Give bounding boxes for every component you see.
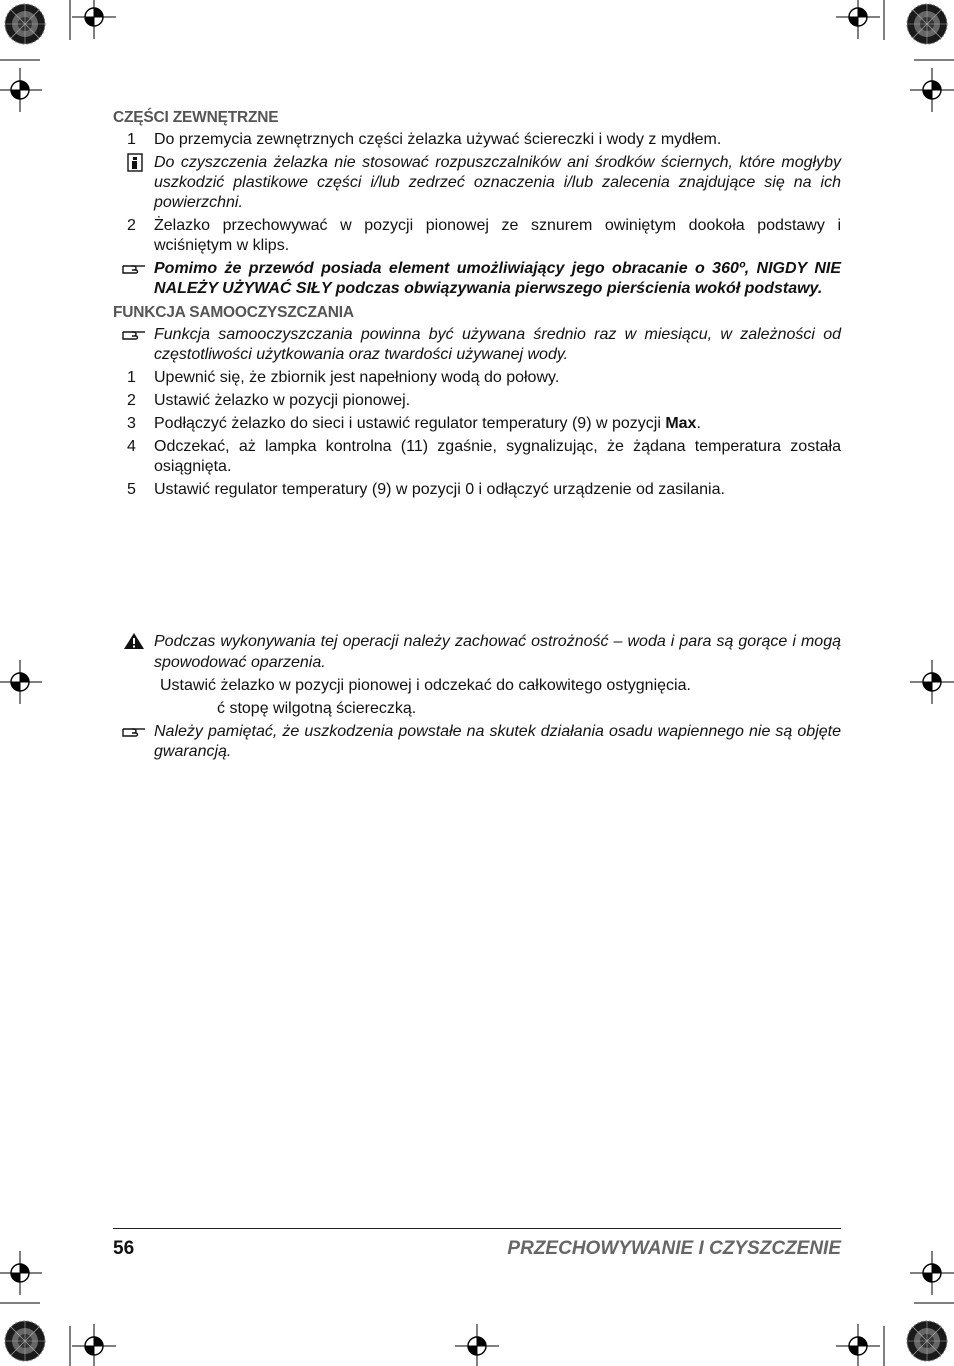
tip-note: [113, 325, 841, 365]
registration-mark-icon: [72, 0, 116, 39]
pointing-hand-icon: [120, 325, 148, 345]
important-note: [113, 259, 841, 299]
color-wheel-icon: [5, 4, 45, 44]
step-number: 1: [127, 369, 136, 386]
info-note-text: Do czyszczenia żelazka nie stosować rozpuszczalników ani środków ściernych, które mogłyby uszkodzić plastikowe części i/lub zedrzeć oznaczenia i/lub zalecenia znajdujące się na ich powierzchni.: [154, 154, 841, 211]
warning-note: [113, 631, 841, 673]
info-icon: [120, 153, 148, 173]
color-wheel-icon: [907, 4, 947, 44]
pointing-hand-icon: [120, 259, 148, 279]
blank-area: [113, 503, 841, 631]
registration-mark-icon: [0, 68, 42, 112]
section-heading-self-cleaning: FUNKCJA SAMOOCZYSZCZANIA: [113, 304, 354, 321]
step-item: [113, 437, 841, 477]
page-number: 56: [113, 1238, 135, 1259]
step-text: Upewnić się, że zbiornik jest napełniony wodą do połowy.: [154, 369, 560, 386]
registration-mark-icon: [72, 1324, 116, 1366]
instruction-line: [113, 699, 841, 719]
step-text-end: .: [696, 415, 701, 432]
warning-note-text: Podczas wykonywania tej operacji należy zachować ostrożność – woda i para są gorące i mogą spowodować oparzenia.: [154, 633, 841, 671]
instruction-text: ć stopę wilgotną ściereczką.: [217, 700, 417, 717]
step-text: Ustawić regulator temperatury (9) w pozycji 0 i odłączyć urządzenie od zasilania.: [154, 481, 725, 498]
color-wheel-icon: [907, 1321, 947, 1361]
warning-triangle-icon: [120, 631, 148, 651]
step-text: Podłączyć żelazko do sieci i ustawić regulator temperatury (9) w pozycji: [154, 415, 666, 432]
color-wheel-icon: [5, 1321, 45, 1361]
step-number: 4: [127, 438, 136, 455]
step-item: [113, 216, 841, 256]
step-item: [113, 368, 841, 388]
step-number: 5: [127, 481, 136, 498]
instruction-line: [113, 676, 841, 696]
registration-mark-icon: [0, 660, 42, 704]
registration-mark-icon: [0, 1251, 42, 1295]
step-item: [113, 130, 841, 150]
step-text: Żelazko przechowywać w pozycji pionowej ze sznurem owiniętym dookoła podstawy i wciśniętym w klips.: [154, 217, 841, 254]
step-number: 3: [127, 415, 136, 432]
registration-mark-icon: [910, 660, 954, 704]
registration-mark-icon: [836, 1324, 880, 1366]
warranty-note: [113, 722, 841, 762]
important-note-text: Pomimo że przewód posiada element umożliwiający jego obracanie o 360º, NIGDY NIE NALEŻY UŻYWAĆ SIŁY podczas obwiązywania pierwszego pierścienia wokół podstawy.: [154, 260, 841, 297]
pointing-hand-icon: [120, 722, 148, 742]
info-note: [113, 153, 841, 213]
step-text: Odczekać, aż lampka kontrolna (11) zgaśnie, sygnalizując, że żądana temperatura została osiągnięta.: [154, 438, 841, 475]
registration-mark-icon: [910, 1251, 954, 1295]
step-bold-value: Max: [665, 415, 697, 432]
chapter-title: PRZECHOWYWANIE I CZYSZCZENIE: [507, 1238, 841, 1259]
step-item: [113, 414, 841, 434]
step-text: Do przemycia zewnętrznych części żelazka używać ściereczki i wody z mydłem.: [154, 131, 722, 148]
document-body: [113, 108, 841, 765]
step-number: 1: [127, 131, 136, 148]
section-heading-external-parts: CZĘŚCI ZEWNĘTRZNE: [113, 109, 279, 126]
step-item: [113, 480, 841, 500]
step-text: Ustawić żelazko w pozycji pionowej.: [154, 392, 411, 409]
step-item: [113, 391, 841, 411]
warranty-note-text: Należy pamiętać, że uszkodzenia powstałe na skutek działania osadu wapiennego nie są objęte gwarancją.: [154, 723, 841, 760]
tip-note-text: Funkcja samooczyszczania powinna być używana średnio raz w miesiącu, w zależności od częstotliwości użytkowania oraz twardości używanej wody.: [154, 326, 841, 363]
page-footer: [113, 1228, 841, 1267]
registration-mark-icon: [455, 1324, 499, 1366]
registration-mark-icon: [836, 0, 880, 39]
step-number: 2: [127, 217, 136, 234]
instruction-text: Ustawić żelazko w pozycji pionowej i odczekać do całkowitego ostygnięcia.: [160, 677, 691, 694]
registration-mark-icon: [910, 68, 954, 112]
step-number: 2: [127, 392, 136, 409]
